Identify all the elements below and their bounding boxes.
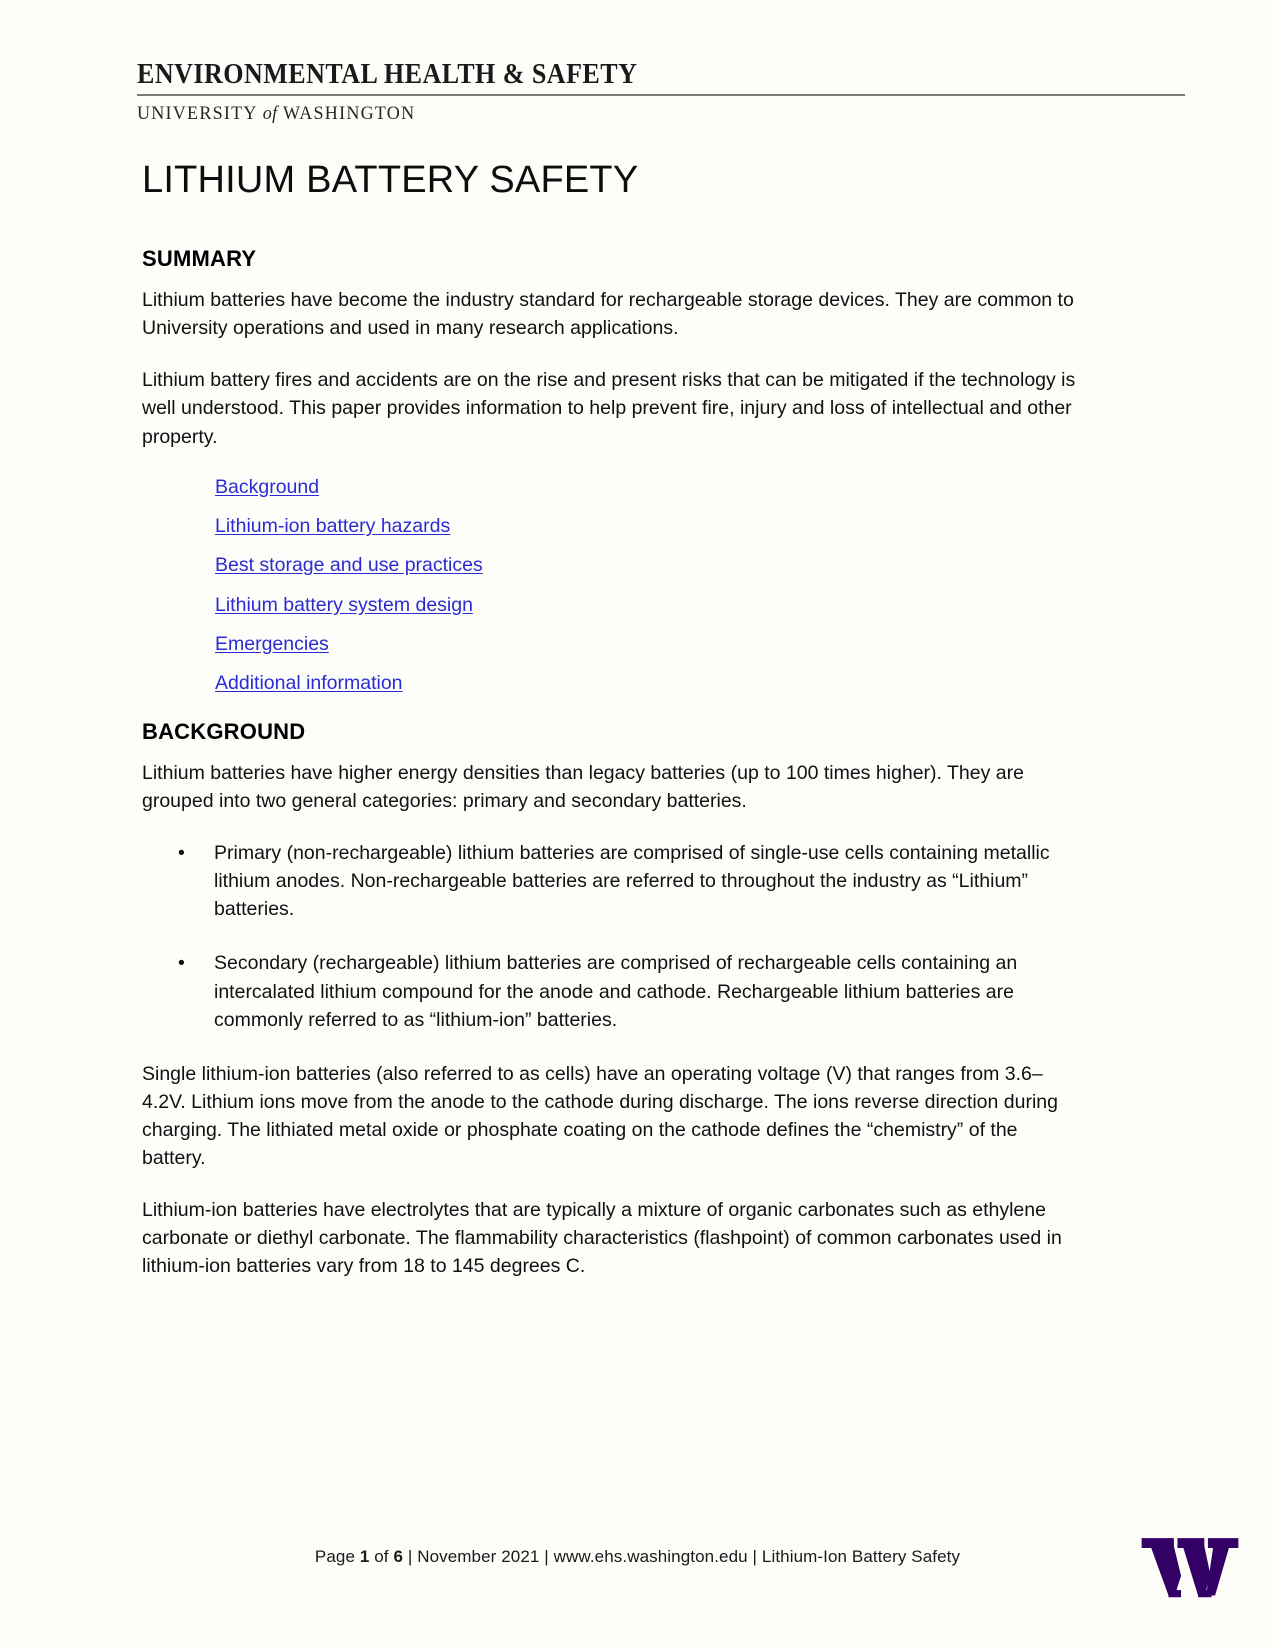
battery-category-list bbox=[142, 839, 1077, 1033]
list-item bbox=[142, 514, 1077, 539]
letterhead-university-name bbox=[137, 103, 1133, 125]
list-item bbox=[142, 671, 1077, 696]
toc-link-best-storage-and-use-practices[interactable]: Best storage and use practices bbox=[215, 554, 483, 577]
list-item bbox=[142, 839, 1077, 923]
letterhead bbox=[137, 60, 1185, 125]
bullet-marker-icon: • bbox=[178, 952, 185, 975]
summary-paragraph-2: Lithium battery fires and accidents are on the rise and present risks that can be mitigated if the technology is well understood. This paper provides information to help prevent fire, injury and loss of intellectual and other property. bbox=[142, 369, 1076, 448]
page-footer bbox=[0, 1546, 1275, 1586]
footer-date: November 2021 bbox=[417, 1547, 540, 1566]
bullet-text-secondary-batteries: Secondary (rechargeable) lithium batteries are comprised of rechargeable cells containing an intercalated lithium compound for the anode and cathode. Rechargeable lithium batteries are commonly referred to as “lithium-ion” batteries. bbox=[214, 952, 1018, 1031]
section-heading-summary: SUMMARY bbox=[142, 245, 257, 271]
bullet-text-primary-batteries: Primary (non-rechargeable) lithium batteries are comprised of single-use cells containing metallic lithium anodes. Non-rechargeable batteries are referred to throughout the industry as “Lithium” batteries. bbox=[214, 842, 1050, 921]
toc-link-lithium-ion-battery-hazards[interactable]: Lithium-ion battery hazards bbox=[215, 514, 451, 537]
list-item bbox=[142, 475, 1077, 500]
footer-separator-3: | bbox=[752, 1547, 758, 1566]
list-item bbox=[142, 593, 1077, 618]
footer-document-name: Lithium-Ion Battery Safety bbox=[761, 1547, 961, 1566]
footer-text bbox=[0, 1546, 1275, 1568]
footer-separator-2: | bbox=[544, 1547, 549, 1566]
university-of: of bbox=[262, 102, 278, 124]
section-heading-background: BACKGROUND bbox=[142, 718, 306, 744]
letterhead-org-name: ENVIRONMENTAL HEALTH & SAFETY bbox=[137, 59, 638, 90]
uw-w-logo-icon bbox=[1135, 1522, 1245, 1608]
list-item bbox=[142, 553, 1077, 578]
summary-paragraph-1: Lithium batteries have become the industry standard for rechargeable storage devices. They are common to University operations and used in many research applications. bbox=[142, 289, 1074, 340]
toc-link-emergencies[interactable]: Emergencies bbox=[215, 632, 329, 655]
page-title: LITHIUM BATTERY SAFETY bbox=[142, 159, 639, 201]
bullet-marker-icon: • bbox=[178, 842, 185, 865]
footer-page-word: Page bbox=[314, 1547, 356, 1566]
background-paragraph-3: Single lithium-ion batteries (also referred to as cells) have an operating voltage (V) that ranges from 3.6–4.2V. Lithium ions move from the anode to the cathode during discharge. The ions reverse direction during charging. The lithiated metal oxide or phosphate coating on the cathode defines the “chemistry” of the battery. bbox=[142, 1062, 1058, 1169]
background-paragraph-4: Lithium-ion batteries have electrolytes that are typically a mixture of organic carbonates such as ethylene carbonate or diethyl carbonate. The flammability characteristics (flashpoint) of common carbonates used in lithium-ion batteries vary from 18 to 145 degrees C. bbox=[142, 1198, 1062, 1278]
footer-page-number: 1 bbox=[359, 1547, 370, 1566]
letterhead-divider bbox=[137, 94, 1185, 96]
footer-separator-1: | bbox=[407, 1547, 413, 1566]
footer-website: www.ehs.washington.edu bbox=[553, 1547, 748, 1566]
list-item bbox=[142, 949, 1077, 1033]
toc-link-additional-information[interactable]: Additional information bbox=[215, 672, 403, 695]
toc-link-background[interactable]: Background bbox=[215, 475, 320, 498]
background-intro-paragraph: Lithium batteries have higher energy densities than legacy batteries (up to 100 times higher). They are grouped into two general categories: primary and secondary batteries. bbox=[142, 762, 1024, 813]
document-body bbox=[142, 160, 1077, 1280]
university-pre: UNIVERSITY bbox=[137, 102, 257, 124]
footer-page-total: 6 bbox=[393, 1547, 404, 1566]
list-item bbox=[142, 632, 1077, 657]
footer-of-word: of bbox=[374, 1547, 389, 1566]
university-post: WASHINGTON bbox=[282, 102, 416, 124]
toc-link-lithium-battery-system-design[interactable]: Lithium battery system design bbox=[215, 593, 473, 616]
table-of-contents bbox=[142, 475, 1077, 697]
